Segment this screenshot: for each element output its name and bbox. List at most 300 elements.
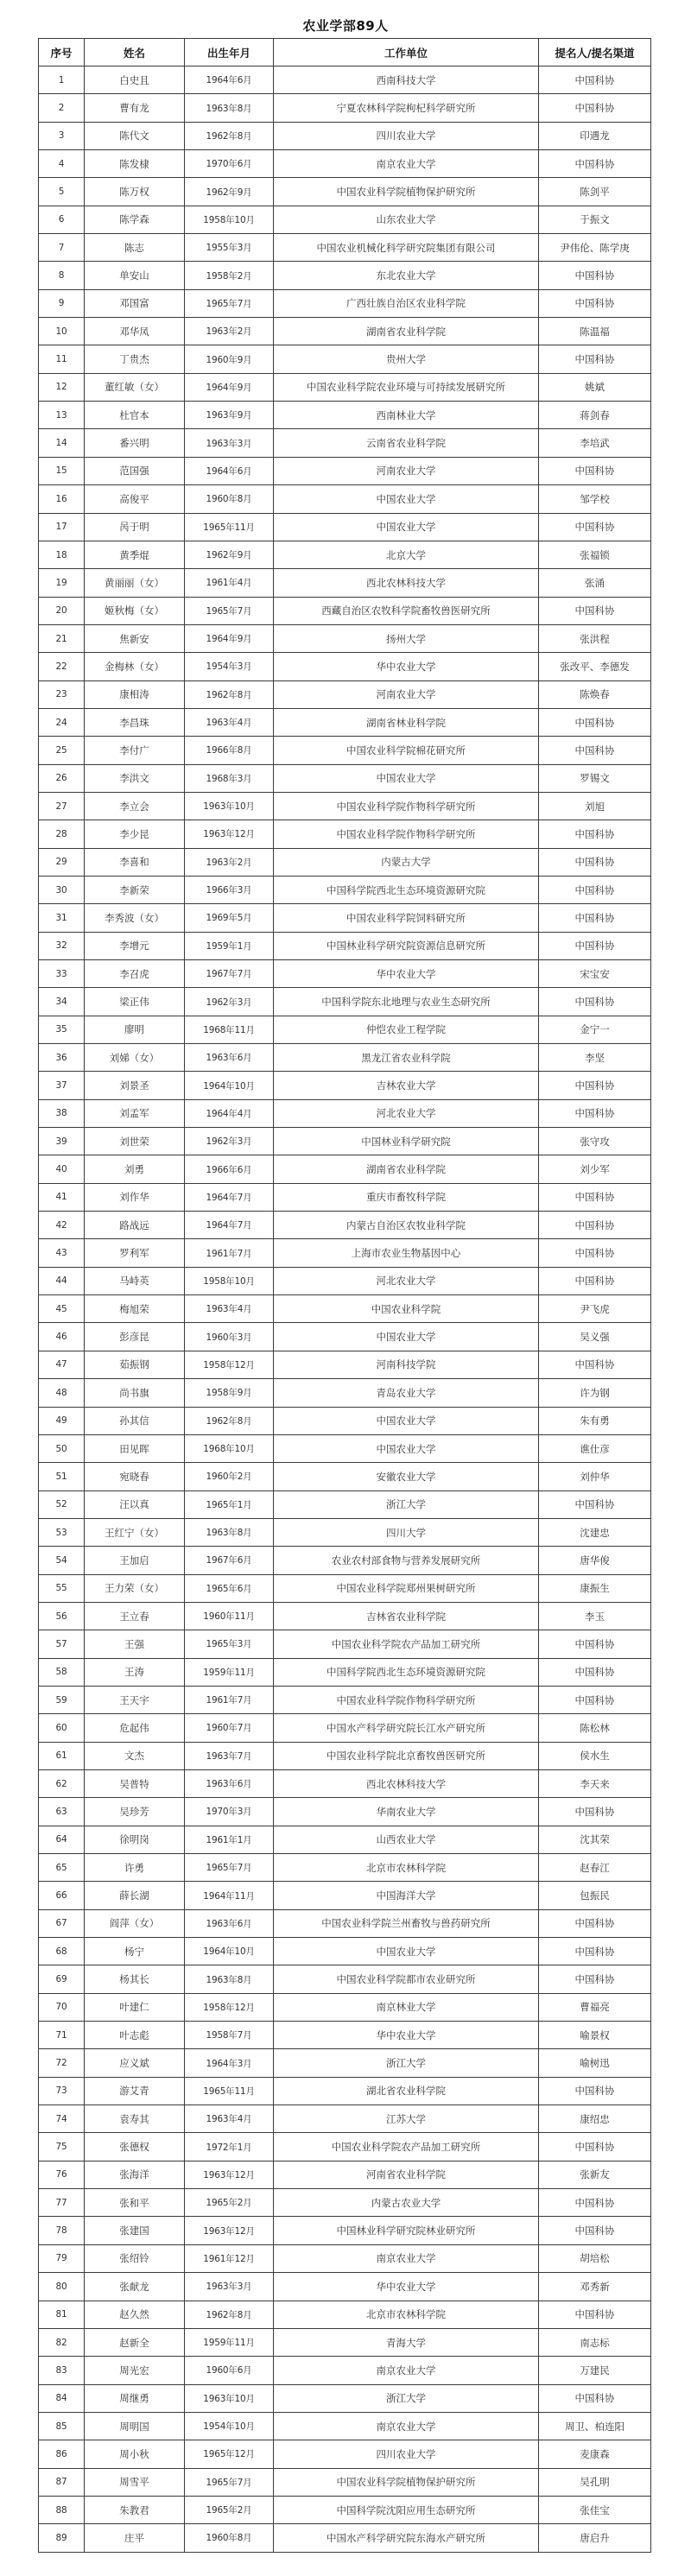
cell-organization: 西南林业大学 [274,402,539,429]
table-row [39,2189,651,2217]
cell-birth-date: 1960年2月 [185,1463,274,1491]
cell-birth-date: 1963年4月 [185,708,274,736]
cell-nominator: 陈焕春 [539,680,651,708]
cell-name: 李付广 [85,737,185,764]
cell-birth-date: 1967年6月 [185,1547,274,1574]
cell-index: 58 [39,1658,85,1686]
cell-birth-date: 1958年10月 [185,206,274,233]
cell-birth-date: 1958年7月 [185,2022,274,2049]
cell-index: 16 [39,485,85,513]
cell-birth-date: 1958年12月 [185,1993,274,2021]
cell-nominator: 中国科协 [539,1099,651,1127]
table-row [39,1379,651,1407]
cell-organization: 湖南省林业科学院 [274,708,539,736]
cell-index: 79 [39,2244,85,2272]
cell-index: 85 [39,2412,85,2440]
cell-name: 邓华凤 [85,318,185,345]
cell-organization: 上海市农业生物基因中心 [274,1239,539,1267]
cell-name: 杨宁 [85,1938,185,1965]
cell-organization: 中国农业科学院兰州畜牧与兽药研究所 [274,1909,539,1937]
cell-name: 汪以真 [85,1491,185,1518]
cell-organization: 河南科技学院 [274,1351,539,1378]
cell-nominator: 吴孔明 [539,2468,651,2496]
cell-birth-date: 1955年3月 [185,234,274,262]
table-row [39,94,651,122]
cell-nominator: 张新友 [539,2161,651,2188]
cell-birth-date: 1964年11月 [185,1882,274,1909]
cell-organization: 中国农业科学院作物科学研究所 [274,820,539,848]
cell-name: 陈学森 [85,206,185,233]
table-row [39,1323,651,1351]
cell-name: 朱教君 [85,2496,185,2523]
cell-birth-date: 1969年5月 [185,904,274,932]
column-header-nominator: 提名人/提名渠道 [539,39,651,66]
cell-organization: 山东农业大学 [274,206,539,233]
cell-index: 77 [39,2189,85,2217]
cell-birth-date: 1965年7月 [185,289,274,317]
cell-birth-date: 1963年8月 [185,1518,274,1546]
cell-organization: 四川大学 [274,1518,539,1546]
cell-index: 47 [39,1351,85,1378]
table-row [39,234,651,262]
table-row [39,1463,651,1491]
cell-birth-date: 1967年7月 [185,960,274,988]
cell-name: 叶建仁 [85,1993,185,2021]
cell-organization: 中国农业科学院农产品加工研究所 [274,2133,539,2161]
cell-birth-date: 1963年6月 [185,1769,274,1797]
cell-index: 67 [39,1909,85,1937]
column-header-organization: 工作单位 [274,39,539,66]
cell-nominator: 许为钢 [539,1379,651,1407]
cell-name: 路战远 [85,1212,185,1239]
cell-organization: 扬州大学 [274,624,539,652]
table-row [39,289,651,317]
cell-birth-date: 1963年8月 [185,94,274,122]
cell-organization: 中国农业科学院 [274,1295,539,1323]
cell-birth-date: 1963年8月 [185,1965,274,1993]
cell-birth-date: 1965年3月 [185,1630,274,1658]
table-row [39,2049,651,2077]
cell-nominator: 中国科协 [539,848,651,876]
cell-index: 41 [39,1183,85,1211]
cell-organization: 华中农业大学 [274,2273,539,2301]
cell-birth-date: 1959年11月 [185,1658,274,1686]
table-row [39,1295,651,1323]
cell-index: 24 [39,708,85,736]
cell-index: 10 [39,318,85,345]
cell-birth-date: 1963年7月 [185,1742,274,1769]
cell-name: 张海洋 [85,2161,185,2188]
cell-name: 李秀波（女） [85,904,185,932]
cell-organization: 吉林省农业科学院 [274,1602,539,1630]
cell-birth-date: 1958年9月 [185,1379,274,1407]
cell-name: 茹振钢 [85,1351,185,1378]
header-row [39,39,651,66]
cell-index: 42 [39,1212,85,1239]
cell-birth-date: 1965年11月 [185,513,274,541]
cell-index: 54 [39,1547,85,1574]
cell-nominator: 中国科协 [539,1491,651,1518]
table-row [39,513,651,541]
cell-organization: 中国农业大学 [274,513,539,541]
cell-name: 呙于明 [85,513,185,541]
cell-organization: 青海大学 [274,2328,539,2356]
cell-name: 周明国 [85,2412,185,2440]
table-row [39,1826,651,1853]
cell-organization: 云南省农业科学院 [274,429,539,457]
cell-nominator: 张守攻 [539,1128,651,1155]
cell-nominator: 中国科协 [539,1183,651,1211]
cell-nominator: 南志标 [539,2328,651,2356]
table-row [39,1267,651,1294]
cell-nominator: 姚斌 [539,373,651,401]
cell-nominator: 万建民 [539,2357,651,2384]
table-row [39,2301,651,2328]
cell-birth-date: 1964年10月 [185,1072,274,1099]
cell-index: 11 [39,345,85,373]
cell-name: 丁贵杰 [85,345,185,373]
cell-index: 75 [39,2133,85,2161]
cell-organization: 华南农业大学 [274,1798,539,1826]
cell-birth-date: 1960年11月 [185,1602,274,1630]
table-row [39,1909,651,1937]
cell-organization: 内蒙古自治区农牧业科学院 [274,1212,539,1239]
cell-name: 金梅林（女） [85,653,185,680]
table-row [39,373,651,401]
table-row [39,457,651,484]
cell-organization: 中国农业大学 [274,1323,539,1351]
cell-organization: 中国农业机械化科学研究院集团有限公司 [274,234,539,262]
table-row [39,1099,651,1127]
cell-organization: 河南农业大学 [274,457,539,484]
cell-name: 康相涛 [85,680,185,708]
cell-nominator: 中国科协 [539,513,651,541]
cell-nominator: 中国科协 [539,2301,651,2328]
cell-index: 29 [39,848,85,876]
cell-index: 9 [39,289,85,317]
cell-birth-date: 1968年3月 [185,764,274,792]
cell-birth-date: 1963年4月 [185,2105,274,2133]
cell-name: 陈万权 [85,178,185,206]
cell-index: 83 [39,2357,85,2384]
cell-organization: 湖南省农业科学院 [274,1155,539,1183]
cell-nominator: 中国科协 [539,1072,651,1099]
cell-birth-date: 1965年2月 [185,2189,274,2217]
cell-nominator: 中国科协 [539,597,651,624]
table-body [39,66,651,2553]
table-row [39,1658,651,1686]
cell-name: 刘世荣 [85,1128,185,1155]
cell-index: 4 [39,150,85,178]
cell-nominator: 中国科协 [539,1267,651,1294]
table-row [39,178,651,206]
table-row [39,708,651,736]
cell-index: 65 [39,1854,85,1882]
cell-birth-date: 1954年3月 [185,653,274,680]
cell-name: 游艾青 [85,2077,185,2104]
cell-birth-date: 1962年3月 [185,1128,274,1155]
table-row [39,1769,651,1797]
cell-nominator: 中国科协 [539,820,651,848]
table-row [39,1882,651,1909]
cell-index: 55 [39,1574,85,1602]
cell-name: 张献龙 [85,2273,185,2301]
cell-nominator: 中国科协 [539,708,651,736]
cell-nominator: 中国科协 [539,2217,651,2244]
table-row [39,904,651,932]
cell-organization: 中国农业科学院饲料研究所 [274,904,539,932]
table-row [39,988,651,1016]
cell-organization: 中国农业科学院北京畜牧兽医研究所 [274,1742,539,1769]
table-row [39,2328,651,2356]
cell-index: 84 [39,2384,85,2412]
cell-name: 董红敏（女） [85,373,185,401]
cell-index: 89 [39,2524,85,2552]
table-row [39,1239,651,1267]
cell-nominator: 唐启升 [539,2524,651,2552]
table-row [39,1491,651,1518]
cell-nominator: 喻景权 [539,2022,651,2049]
cell-name: 梅旭荣 [85,1295,185,1323]
cell-index: 52 [39,1491,85,1518]
table-row [39,653,651,680]
cell-birth-date: 1959年11月 [185,2328,274,2356]
cell-name: 王立春 [85,1602,185,1630]
cell-organization: 北京市农林科学院 [274,2301,539,2328]
table-row [39,2105,651,2133]
cell-nominator: 包振民 [539,1882,651,1909]
cell-index: 73 [39,2077,85,2104]
cell-organization: 北京大学 [274,541,539,568]
cell-organization: 河北农业大学 [274,1267,539,1294]
cell-birth-date: 1963年3月 [185,2273,274,2301]
cell-organization: 华中农业大学 [274,960,539,988]
cell-birth-date: 1965年2月 [185,2496,274,2523]
cell-birth-date: 1964年7月 [185,1212,274,1239]
cell-nominator: 中国科协 [539,737,651,764]
cell-birth-date: 1968年11月 [185,1016,274,1043]
cell-name: 王强 [85,1630,185,1658]
cell-nominator: 尹伟伦、陈学庚 [539,234,651,262]
cell-nominator: 张福锁 [539,541,651,568]
cell-name: 赵新全 [85,2328,185,2356]
cell-organization: 贵州大学 [274,345,539,373]
table-row [39,1602,651,1630]
cell-nominator: 陈剑平 [539,178,651,206]
cell-nominator: 印遇龙 [539,122,651,149]
cell-organization: 湖北省农业科学院 [274,2077,539,2104]
cell-birth-date: 1963年10月 [185,2384,274,2412]
cell-organization: 内蒙古大学 [274,848,539,876]
cell-birth-date: 1961年4月 [185,569,274,597]
table-row [39,1518,651,1546]
cell-index: 39 [39,1128,85,1155]
cell-index: 61 [39,1742,85,1769]
cell-nominator: 中国科协 [539,66,651,94]
cell-birth-date: 1961年7月 [185,1686,274,1713]
cell-organization: 中国海洋大学 [274,1882,539,1909]
cell-birth-date: 1962年8月 [185,680,274,708]
cell-name: 陈代文 [85,122,185,149]
cell-birth-date: 1963年9月 [185,402,274,429]
cell-name: 阎萍（女） [85,1909,185,1937]
cell-index: 1 [39,66,85,94]
cell-organization: 东北农业大学 [274,262,539,289]
cell-nominator: 李天来 [539,1769,651,1797]
cell-organization: 内蒙古农业大学 [274,2189,539,2217]
cell-index: 82 [39,2328,85,2356]
cell-name: 范国强 [85,457,185,484]
cell-index: 7 [39,234,85,262]
table-row [39,541,651,568]
cell-nominator: 曹福亮 [539,1993,651,2021]
cell-name: 曹有龙 [85,94,185,122]
cell-nominator: 中国科协 [539,289,651,317]
cell-organization: 仲恺农业工程学院 [274,1016,539,1043]
cell-name: 焦新安 [85,624,185,652]
cell-name: 尚书旗 [85,1379,185,1407]
cell-index: 51 [39,1463,85,1491]
cell-index: 45 [39,1295,85,1323]
cell-birth-date: 1961年12月 [185,2244,274,2272]
table-row [39,1183,651,1211]
cell-index: 19 [39,569,85,597]
table-row [39,1630,651,1658]
cell-organization: 中国农业科学院植物保护研究所 [274,178,539,206]
table-row [39,1407,651,1434]
cell-index: 64 [39,1826,85,1853]
cell-birth-date: 1970年6月 [185,150,274,178]
cell-name: 黄丽丽（女） [85,569,185,597]
cell-birth-date: 1963年12月 [185,2161,274,2188]
cell-name: 张和平 [85,2189,185,2217]
cell-birth-date: 1965年1月 [185,1491,274,1518]
cell-birth-date: 1963年12月 [185,2217,274,2244]
cell-name: 单安山 [85,262,185,289]
cell-nominator: 中国科协 [539,345,651,373]
cell-name: 王天宇 [85,1686,185,1713]
table-row [39,345,651,373]
cell-nominator: 刘少军 [539,1155,651,1183]
cell-birth-date: 1958年10月 [185,1267,274,1294]
table-row [39,820,651,848]
table-row [39,1965,651,1993]
cell-organization: 农业农村部食物与营养发展研究所 [274,1547,539,1574]
cell-organization: 中国水产科学研究院东海水产研究所 [274,2524,539,2552]
cell-organization: 中国农业科学院作物科学研究所 [274,1686,539,1713]
cell-birth-date: 1968年10月 [185,1434,274,1462]
cell-nominator: 康绍忠 [539,2105,651,2133]
cell-nominator: 唐华俊 [539,1547,651,1574]
cell-index: 26 [39,764,85,792]
cell-organization: 中国农业大学 [274,764,539,792]
cell-name: 李增元 [85,932,185,959]
cell-index: 25 [39,737,85,764]
cell-name: 宛晓春 [85,1463,185,1491]
cell-nominator: 谯仕彦 [539,1434,651,1462]
cell-name: 刘孟军 [85,1099,185,1127]
cell-nominator: 中国科协 [539,457,651,484]
cell-nominator: 胡培松 [539,2244,651,2272]
cell-index: 33 [39,960,85,988]
cell-birth-date: 1963年6月 [185,1909,274,1937]
cell-birth-date: 1963年6月 [185,1044,274,1072]
cell-index: 63 [39,1798,85,1826]
cell-nominator: 金宁一 [539,1016,651,1043]
cell-name: 姬秋梅（女） [85,597,185,624]
cell-organization: 南京农业大学 [274,2244,539,2272]
cell-birth-date: 1965年7月 [185,1854,274,1882]
cell-nominator: 中国科协 [539,1686,651,1713]
cell-organization: 北京市农林科学院 [274,1854,539,1882]
table-row [39,1686,651,1713]
cell-nominator: 张改平、李德发 [539,653,651,680]
table-row [39,1547,651,1574]
cell-birth-date: 1963年2月 [185,318,274,345]
table-row [39,597,651,624]
cell-nominator: 尹飞虎 [539,1295,651,1323]
cell-birth-date: 1964年9月 [185,373,274,401]
cell-nominator: 中国科协 [539,1658,651,1686]
table-row [39,1574,651,1602]
cell-organization: 宁夏农林科学院枸杞科学研究所 [274,94,539,122]
cell-index: 36 [39,1044,85,1072]
table-row [39,2440,651,2468]
cell-birth-date: 1965年7月 [185,597,274,624]
cell-organization: 中国农业大学 [274,1407,539,1434]
cell-birth-date: 1963年10月 [185,792,274,820]
cell-organization: 浙江大学 [274,2049,539,2077]
table-row [39,792,651,820]
cell-name: 梁正伟 [85,988,185,1016]
table-header [39,39,651,66]
cell-organization: 安徽农业大学 [274,1463,539,1491]
cell-organization: 西北农林科技大学 [274,1769,539,1797]
cell-index: 86 [39,2440,85,2468]
cell-name: 马峙英 [85,1267,185,1294]
table-row [39,1993,651,2021]
table-row [39,1155,651,1183]
cell-index: 18 [39,541,85,568]
cell-organization: 中国农业大学 [274,1938,539,1965]
cell-birth-date: 1960年7月 [185,1714,274,1742]
cell-index: 27 [39,792,85,820]
cell-birth-date: 1964年4月 [185,1099,274,1127]
table-row [39,680,651,708]
cell-index: 21 [39,624,85,652]
cell-name: 孙其信 [85,1407,185,1434]
cell-name: 陈发棣 [85,150,185,178]
table-row [39,1434,651,1462]
cell-nominator: 吴义强 [539,1323,651,1351]
cell-organization: 中国林业科学研究院 [274,1128,539,1155]
cell-organization: 中国农业科学院植物保护研究所 [274,2468,539,2496]
table-row [39,402,651,429]
cell-index: 49 [39,1407,85,1434]
cell-organization: 中国科学院西北生态环境资源研究院 [274,1658,539,1686]
cell-organization: 山西农业大学 [274,1826,539,1853]
table-row [39,737,651,764]
table-row [39,2077,651,2104]
cell-name: 陈志 [85,234,185,262]
cell-index: 44 [39,1267,85,1294]
table-row [39,1044,651,1072]
cell-organization: 河南农业大学 [274,680,539,708]
cell-birth-date: 1964年9月 [185,624,274,652]
cell-nominator: 张佳宝 [539,2496,651,2523]
cell-nominator: 沈建忠 [539,1518,651,1546]
table-row [39,485,651,513]
